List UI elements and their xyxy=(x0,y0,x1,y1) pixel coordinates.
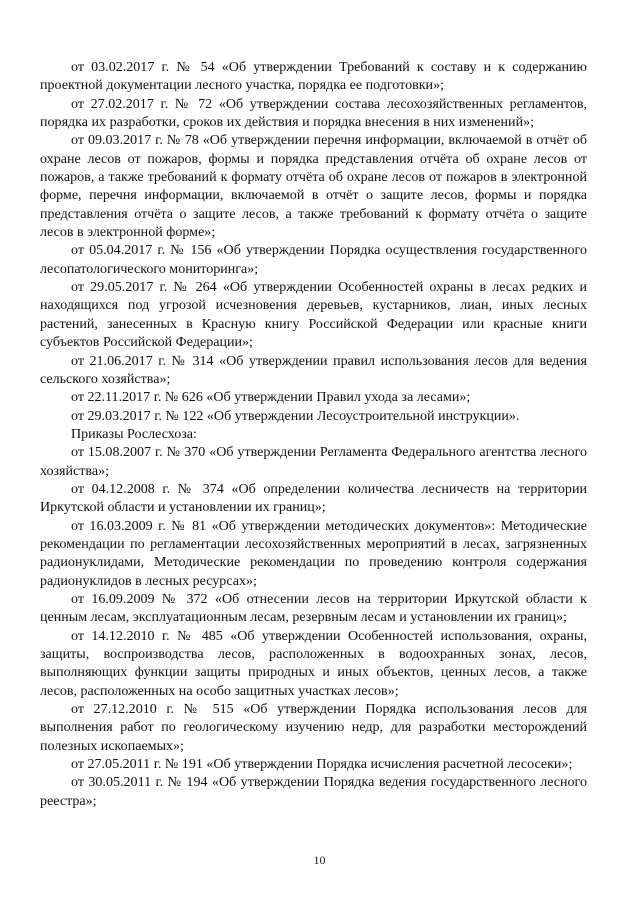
section-heading-rosleshoz: Приказы Рослесхоза: xyxy=(71,425,197,442)
paragraph-order-626: от 22.11.2017 г. № 626 «Об утверждении Правил ухода за лесами»; xyxy=(71,389,471,406)
paragraph-order-370: от 15.08.2007 г. № 370 «Об утверждении Регламента Федерального агентства лесного хозяйства»; xyxy=(40,444,587,479)
document-body xyxy=(40,58,587,810)
paragraph-order-78: от 09.03.2017 г. № 78 «Об утверждении перечня информации, включаемой в отчёт об охране лесов от пожаров, формы и порядка представления отчёта об охране лесов от пожаров, а также требований к формату отчёта об охране лесов от пожаров в электронной форме, перечня информации, включаемой в отчёт о защите лесов, формы и порядка представления отчёта о защите лесов, а также требований к формату отчёта о защите лесов в электронной форме»; xyxy=(40,132,587,241)
paragraph-order-194: от 30.05.2011 г. № 194 «Об утверждении Порядка ведения государственного лесного реестра»; xyxy=(40,774,587,809)
paragraph-order-372: от 16.09.2009 № 372 «Об отнесении лесов на территории Иркутской области к ценным лесам, эксплуатационным лесам, резервным лесам и установлении их границ»; xyxy=(40,590,587,626)
paragraph-order-485: от 14.12.2010 г. № 485 «Об утверждении Особенностей использования, охраны, защиты, воспроизводства лесов, расположенных в водоохранных зонах, лесов, выполняющих функции защиты природных и иных объектов, ценных лесов, а также лесов, расположенных на особо защитных участках лесов»; xyxy=(40,627,587,699)
paragraph-order-515: от 27.12.2010 г. № 515 «Об утверждении Порядка использования лесов для выполнения работ по геологическому изучению недр, для разработки месторождений полезных ископаемых»; xyxy=(40,701,587,754)
paragraph-order-314: от 21.06.2017 г. № 314 «Об утверждении правил использования лесов для ведения сельского хозяйства»; xyxy=(40,352,587,387)
paragraph-order-72: от 27.02.2017 г. № 72 «Об утверждении состава лесохозяйственных регламентов, порядка их разработки, сроков их действия и порядка внесения в них изменений»; xyxy=(40,95,587,131)
paragraph-order-191: от 27.05.2011 г. № 191 «Об утверждении Порядка исчисления расчетной лесосеки»; xyxy=(71,756,573,773)
paragraph-order-54: от 03.02.2017 г. № 54 «Об утверждении Требований к составу и к содержанию проектной документации лесного участка, порядка ее подготовки»; xyxy=(40,59,587,94)
page-number: 10 xyxy=(313,853,326,867)
paragraph-order-122: от 29.03.2017 г. № 122 «Об утверждении Лесоустроительной инструкции». xyxy=(71,407,520,424)
paragraph-order-264: от 29.05.2017 г. № 264 «Об утверждении Особенностей охраны в лесах редких и находящихся под угрозой исчезновения деревьев, кустарников, лиан, иных лесных растений, занесенных в Красную книгу Российской Федерации или красные книги субъектов Российской Федерации»; xyxy=(40,279,587,351)
paragraph-order-81: от 16.03.2009 г. № 81 «Об утверждении методических документов»: Методические рекомендации по регламентации лесохозяйственных мероприятий в лесах, загрязненных радионуклидами, Методические рекомендации по проведению контроля содержания радионуклидов в лесных ресурсах»; xyxy=(40,517,587,589)
paragraph-order-374: от 04.12.2008 г. № 374 «Об определении количества лесничеств на территории Иркутской области и установлении их границ»; xyxy=(40,480,587,516)
paragraph-order-156: от 05.04.2017 г. № 156 «Об утверждении Порядка осуществления государственного лесопатологического мониторинга»; xyxy=(40,242,587,277)
